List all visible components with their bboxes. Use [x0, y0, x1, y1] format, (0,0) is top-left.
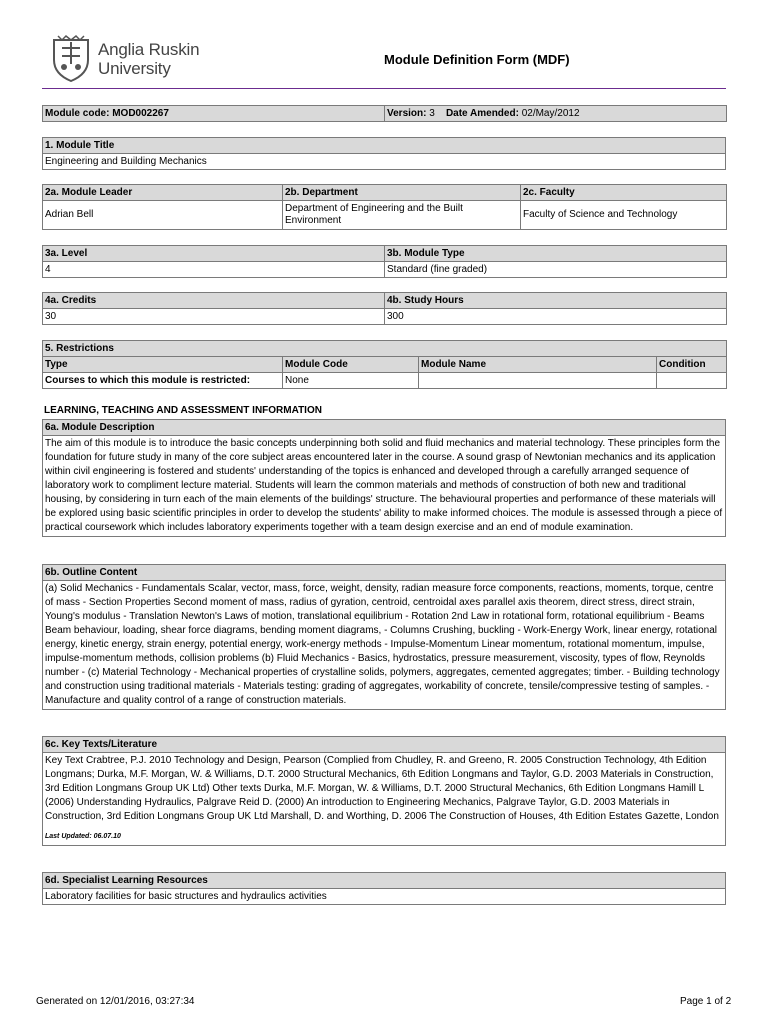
outline-heading: 6b. Outline Content — [43, 565, 726, 581]
study-hours-value: 300 — [385, 309, 727, 325]
description-table — [42, 419, 726, 537]
resources-table — [42, 872, 726, 905]
restrictions-row-code: None — [283, 373, 419, 389]
outline-text: (a) Solid Mechanics - Fundamentals Scalar, vector, mass, force, weight, density, radian measure force components, reactions, moments, torque, centre of mass - Section Properties Second moment of mass, radius of gyration, centroid, centroidal axes parallel axis theorem, direct stress, direct strain, Young's modulus - Translation Newton's Laws of motion, translational equilibrium - Rotation 2nd Law in rotational form, rotational equilibrium - Beams Beam behaviour, loading, shear force diagrams, bending moment diagrams, - Columns Crushing, buckling - Work-Energy Work, linear energy, rotational energy, kinetic energy, strain energy, potential energy, work-energy methods - Impulse-Momentum Linear momentum, rotational momentum, impulse, impulse-momentum methods, collision problems (b) Fluid Mechanics - Basics, hydrostatics, pressure measurement, viscosity, types of flow, Reynolds number - (c) Material Technology - Mechanical properties of crystalline solids, polymers, aggregates, cemented aggregates; timber. - Building technology and construction using traditional materials - Materials testing: grading of aggregates, workability of concrete, tensile/compressive testing of samples. - Manufacture and quality control of a range of construction materials. — [43, 581, 726, 710]
restrictions-col-condition: Condition — [657, 357, 727, 373]
department-heading: 2b. Department — [283, 185, 521, 201]
version-date-cell — [385, 106, 727, 122]
university-logo — [50, 34, 210, 84]
generated-timestamp: Generated on 12/01/2016, 03:27:34 — [36, 996, 195, 1007]
module-title-value: Engineering and Building Mechanics — [43, 154, 726, 170]
date-value: 02/May/2012 — [521, 107, 580, 119]
lta-caption: LEARNING, TEACHING AND ASSESSMENT INFORMATION — [44, 405, 322, 416]
form-title: Module Definition Form (MDF) — [384, 52, 570, 67]
restrictions-table — [42, 340, 727, 389]
resources-heading: 6d. Specialist Learning Resources — [43, 873, 726, 889]
page-number: Page 1 of 2 — [680, 996, 732, 1007]
crest-icon — [50, 34, 92, 82]
resources-text: Laboratory facilities for basic structures and hydraulics activities — [43, 889, 726, 905]
logo-line1: Anglia Ruskin — [98, 40, 200, 59]
restrictions-col-type: Type — [43, 357, 283, 373]
header-divider — [42, 88, 726, 89]
module-title-table — [42, 137, 726, 170]
description-heading: 6a. Module Description — [43, 420, 726, 436]
level-heading: 3a. Level — [43, 246, 385, 262]
texts-cell — [43, 753, 726, 846]
module-leader-heading: 2a. Module Leader — [43, 185, 283, 201]
credits-value: 30 — [43, 309, 385, 325]
module-type-heading: 3b. Module Type — [385, 246, 727, 262]
restrictions-row-condition — [657, 373, 727, 389]
texts-heading: 6c. Key Texts/Literature — [43, 737, 726, 753]
level-value: 4 — [43, 262, 385, 278]
restrictions-col-code: Module Code — [283, 357, 419, 373]
date-label: Date Amended: — [445, 107, 519, 119]
version-value: 3 — [429, 107, 435, 119]
module-title-heading: 1. Module Title — [43, 138, 726, 154]
department-value: Department of Engineering and the Built Environment — [283, 201, 521, 230]
restrictions-row-name — [419, 373, 657, 389]
credits-table — [42, 292, 727, 325]
restrictions-col-name: Module Name — [419, 357, 657, 373]
restrictions-row-label: Courses to which this module is restricted: — [43, 373, 283, 389]
version-label: Version: — [387, 107, 427, 119]
module-code-table — [42, 105, 727, 122]
module-leader-value: Adrian Bell — [43, 201, 283, 230]
logo-line2: University — [98, 59, 171, 78]
study-hours-heading: 4b. Study Hours — [385, 293, 727, 309]
logo-wordmark — [98, 40, 199, 78]
credits-heading: 4a. Credits — [43, 293, 385, 309]
leader-table — [42, 184, 727, 230]
level-table — [42, 245, 727, 278]
module-type-value: Standard (fine graded) — [385, 262, 727, 278]
last-updated: Last Updated: 06.07.10 — [45, 833, 121, 840]
faculty-heading: 2c. Faculty — [521, 185, 727, 201]
restrictions-heading: 5. Restrictions — [43, 341, 727, 357]
texts-table — [42, 736, 726, 846]
module-code-cell: Module code: MOD002267 — [43, 106, 385, 122]
outline-table — [42, 564, 726, 710]
faculty-value: Faculty of Science and Technology — [521, 201, 727, 230]
texts-text: Key Text Crabtree, P.J. 2010 Technology and Design, Pearson (Complied from Chudley, R. and Greeno, R. 2005 Construction Technology, 4th Edition Longmans; Durka, M.F. Morgan, W. & Williams, D.T. 2000 Structural Mechanics, 6th Edition Longmans and Taylor, G.D. 2003 Materials in Construction, 3rd Edition Longmans Group UK Ltd) Other texts Durka, M.F. Morgan, W. & Williams, D.T. 2000 Structural Mechanics, 6th Edition Longmans Hamill L (2006) Understanding Hydraulics, Palgrave Reid D. (2000) An introduction to Engineering Mechanics, Palgrave Taylor, G.D. 2003 Materials in Construction, 3rd Edition Longmans Group UK Ltd Marshall, D. and Worthing, D. 2006 The Construction of Houses, 4th Edition Estates Gazette, London — [45, 755, 719, 822]
description-text: The aim of this module is to introduce the basic concepts underpinning both solid and fluid mechanics and material technology. These principles form the foundation for future study in many of the core subject areas encountered later in the course. A sound grasp of Newtonian mechanics and its application within civil engineering is fostered and students' understanding of the topics is enhanced and developed through a carefully arranged sequence of laboratory work to compliment lecture material. Students will learn the common materials and methods of construction of both new and traditional housing, by considering in turn each of the main elements of the buildings' structure. The behavioural properties and performance of these materials will be explored using basic scientific principles in order to develop the students' ability to make informed choices. The module is assessed through a piece of practical coursework which includes laboratory experiments together with a team design exercise and an end of module examination. — [43, 436, 726, 537]
